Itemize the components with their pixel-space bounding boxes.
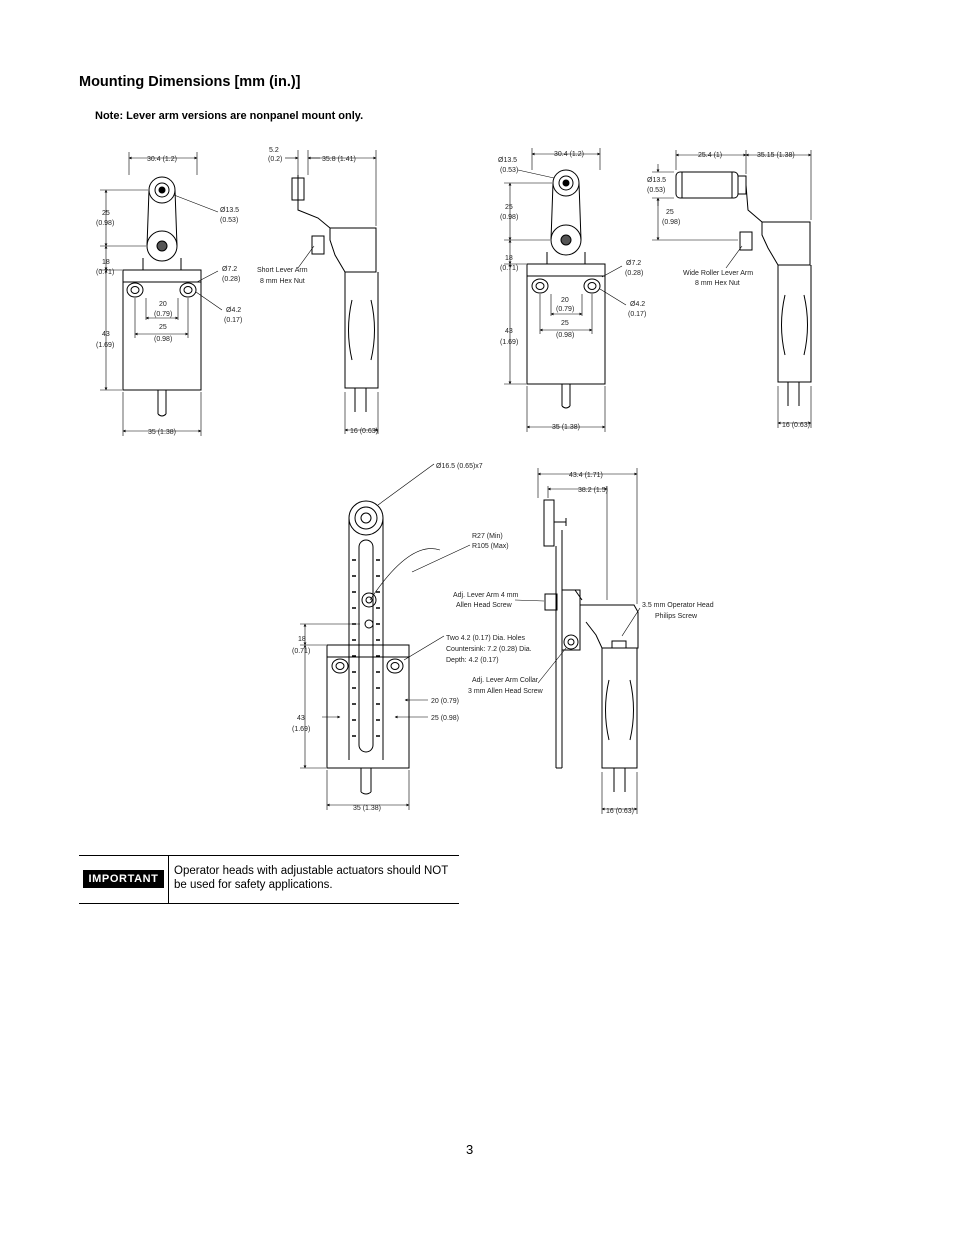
figure-wide-roller-front (504, 148, 626, 432)
svg-text:Short Lever Arm: Short Lever Arm (257, 267, 308, 274)
figure-wide-roller-front-labels (498, 151, 646, 431)
figure-adjustable-side-labels (453, 472, 714, 815)
mounting-note: Note: Lever arm versions are nonpanel mount only. (95, 110, 364, 122)
figure-adjustable-side (515, 468, 640, 814)
svg-text:(0.17): (0.17) (224, 317, 243, 324)
svg-text:(0.53): (0.53) (500, 167, 519, 174)
figure-adjustable-front-labels (292, 463, 532, 812)
svg-text:Ø4.2: Ø4.2 (226, 307, 242, 314)
svg-text:(0.98): (0.98) (556, 332, 575, 339)
svg-text:(0.2): (0.2) (268, 156, 283, 163)
svg-text:(0.53): (0.53) (647, 187, 666, 194)
svg-text:25: 25 (102, 210, 110, 217)
svg-text:(0.71): (0.71) (292, 648, 311, 655)
svg-text:30.4 (1.2): 30.4 (1.2) (147, 156, 177, 163)
svg-text:Countersink: 7.2 (0.28) Dia.: Countersink: 7.2 (0.28) Dia. (446, 646, 532, 653)
svg-text:(1.69): (1.69) (96, 342, 115, 349)
svg-text:18: 18 (298, 636, 306, 643)
svg-text:(0.79): (0.79) (556, 306, 575, 313)
svg-text:35.15 (1.38): 35.15 (1.38) (757, 152, 795, 159)
figure-wide-roller-side (652, 150, 811, 428)
section-heading: Mounting Dimensions [mm (in.)] (79, 74, 301, 90)
svg-text:20: 20 (159, 301, 167, 308)
svg-text:3 mm Allen Head Screw: 3 mm Allen Head Screw (468, 688, 543, 695)
svg-text:25: 25 (666, 209, 674, 216)
svg-text:43.4 (1.71): 43.4 (1.71) (569, 472, 603, 479)
important-text: Operator heads with adjustable actuators should NOT be used for safety applications. (174, 865, 449, 891)
svg-text:30.4 (1.2): 30.4 (1.2) (554, 151, 584, 158)
svg-text:25: 25 (159, 324, 167, 331)
svg-text:Wide Roller Lever Arm: Wide Roller Lever Arm (683, 270, 754, 277)
svg-text:16 (0.63): 16 (0.63) (350, 428, 379, 435)
svg-text:(0.71): (0.71) (500, 265, 519, 272)
svg-text:Two 4.2 (0.17) Dia. Holes: Two 4.2 (0.17) Dia. Holes (446, 635, 525, 642)
svg-text:(1.69): (1.69) (500, 339, 519, 346)
svg-text:(0.71): (0.71) (96, 269, 115, 276)
figure-short-lever-front (100, 152, 222, 436)
svg-text:35 (1.38): 35 (1.38) (353, 805, 382, 812)
svg-text:3.5 mm Operator Head: 3.5 mm Operator Head (642, 602, 714, 609)
svg-text:43: 43 (505, 328, 513, 335)
important-badge: IMPORTANT (83, 870, 164, 888)
figure-short-lever-side (285, 150, 378, 434)
svg-text:16 (0.63): 16 (0.63) (782, 422, 811, 429)
svg-text:Adj. Lever Arm 4 mm: Adj. Lever Arm 4 mm (453, 592, 519, 599)
svg-text:(1.69): (1.69) (292, 726, 311, 733)
svg-text:(0.98): (0.98) (500, 214, 519, 221)
svg-text:(0.79): (0.79) (154, 311, 173, 318)
svg-text:20: 20 (561, 297, 569, 304)
svg-text:Ø13.5: Ø13.5 (498, 157, 518, 164)
svg-text:Allen Head Screw: Allen Head Screw (456, 602, 512, 609)
svg-text:43: 43 (102, 331, 110, 338)
svg-text:R27 (Min): R27 (Min) (472, 533, 503, 540)
svg-text:25: 25 (505, 204, 513, 211)
svg-text:43: 43 (297, 715, 305, 722)
svg-text:Ø7.2: Ø7.2 (222, 266, 238, 273)
svg-text:25: 25 (561, 320, 569, 327)
svg-text:(0.28): (0.28) (625, 270, 644, 277)
svg-text:18: 18 (505, 255, 513, 262)
svg-text:(0.98): (0.98) (662, 219, 681, 226)
svg-text:Depth: 4.2 (0.17): Depth: 4.2 (0.17) (446, 657, 499, 664)
svg-text:Ø4.2: Ø4.2 (630, 301, 646, 308)
svg-text:R105 (Max): R105 (Max) (472, 543, 509, 550)
svg-text:8 mm Hex Nut: 8 mm Hex Nut (260, 278, 305, 285)
svg-text:(0.17): (0.17) (628, 311, 647, 318)
figure-adjustable-front (300, 464, 470, 810)
svg-text:25.4 (1): 25.4 (1) (698, 152, 723, 159)
svg-text:Ø16.5 (0.65)x7: Ø16.5 (0.65)x7 (436, 463, 483, 470)
svg-text:5.2: 5.2 (269, 147, 279, 154)
important-notice (79, 855, 459, 904)
svg-text:Philips Screw: Philips Screw (655, 613, 698, 620)
svg-text:38.2 (1.5): 38.2 (1.5) (578, 487, 608, 494)
svg-text:Ø7.2: Ø7.2 (626, 260, 642, 267)
svg-text:(0.98): (0.98) (96, 220, 115, 227)
svg-text:20 (0.79): 20 (0.79) (431, 698, 460, 705)
svg-text:Adj. Lever Arm Collar: Adj. Lever Arm Collar (472, 677, 539, 684)
svg-text:35.8 (1.41): 35.8 (1.41) (322, 156, 356, 163)
figure-short-lever-front-labels (96, 156, 242, 436)
svg-text:16 (0.63): 16 (0.63) (606, 808, 635, 815)
svg-text:8 mm Hex Nut: 8 mm Hex Nut (695, 280, 740, 287)
svg-text:35 (1.38): 35 (1.38) (148, 429, 177, 436)
notice-divider (168, 856, 169, 903)
page-number: 3 (466, 1142, 474, 1157)
svg-text:18: 18 (102, 259, 110, 266)
figure-wide-roller-side-labels (647, 152, 810, 429)
svg-text:(0.28): (0.28) (222, 276, 241, 283)
svg-text:(0.98): (0.98) (154, 336, 173, 343)
svg-text:25 (0.98): 25 (0.98) (431, 715, 460, 722)
svg-text:(0.53): (0.53) (220, 217, 239, 224)
figure-short-lever-side-labels (257, 147, 378, 435)
svg-text:Ø13.5: Ø13.5 (647, 177, 667, 184)
svg-text:35 (1.38): 35 (1.38) (552, 424, 581, 431)
svg-text:Ø13.5: Ø13.5 (220, 207, 240, 214)
